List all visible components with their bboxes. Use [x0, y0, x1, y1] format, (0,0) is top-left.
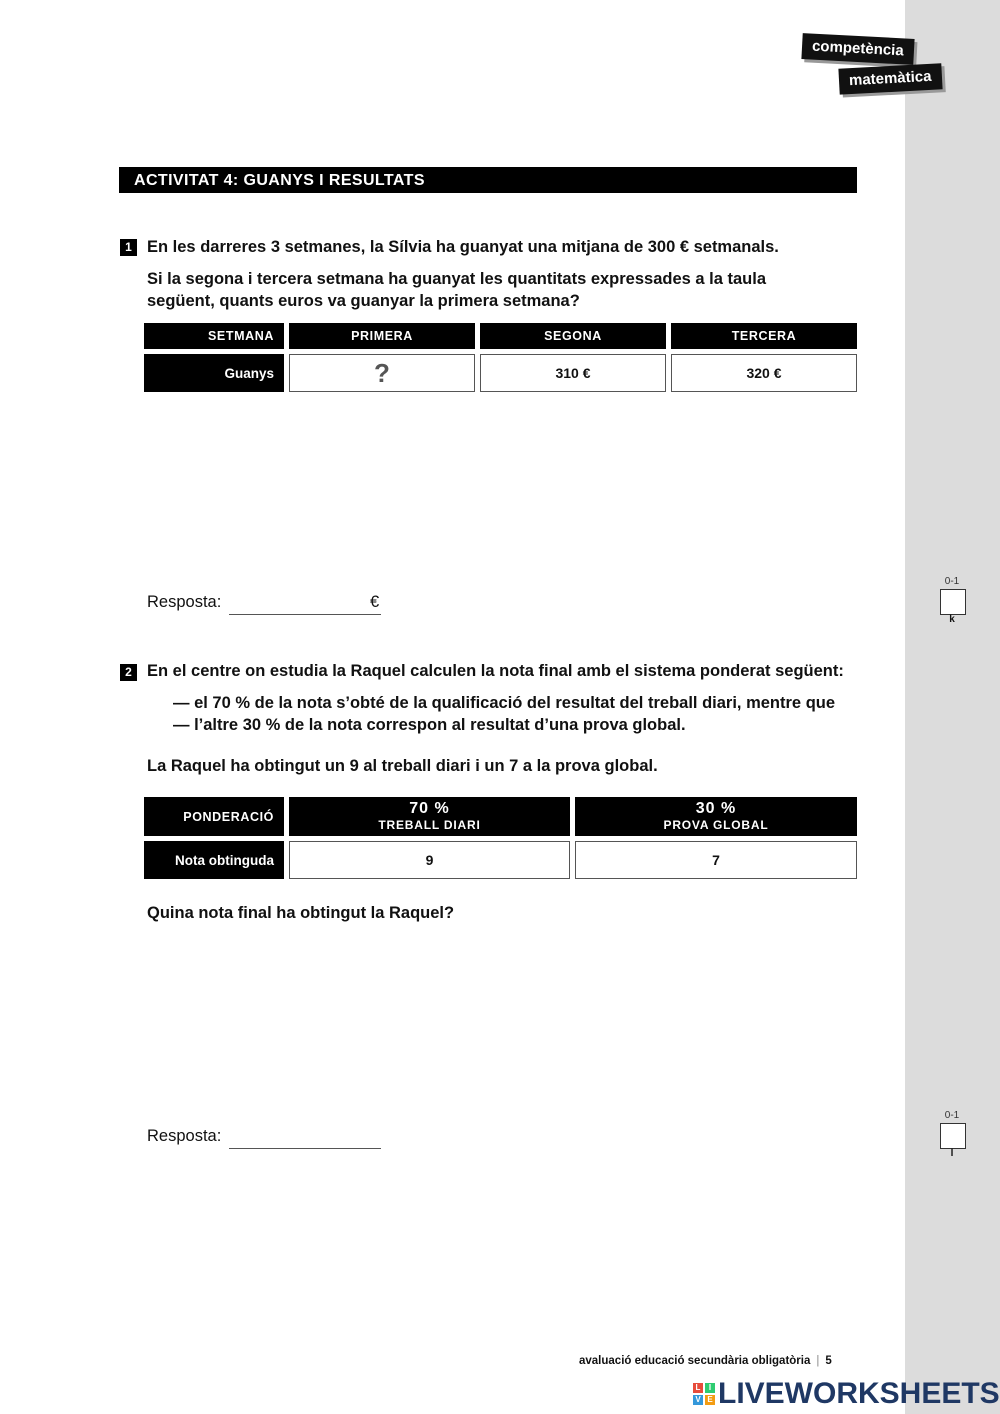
- q2-statement: En el centre on estudia la Raquel calculen la nota final amb el sistema ponderat següent:: [147, 662, 844, 680]
- table2-daily-work-percent: 70 %: [409, 799, 450, 817]
- competence-badge-top: competència: [801, 33, 914, 65]
- q1-score-box[interactable]: [940, 589, 966, 615]
- table2-cell-global-test: 7: [575, 841, 857, 879]
- q2-score-letter: l: [950, 1148, 954, 1159]
- table1-cell-first-unknown: ?: [289, 354, 475, 392]
- footer-separator: |: [816, 1355, 820, 1367]
- competence-badge-bottom: matemàtica: [838, 63, 942, 94]
- question-number-2: 2: [120, 664, 137, 681]
- table2-cell-daily-work: 9: [289, 841, 570, 879]
- table2-row-label: Nota obtinguda: [144, 841, 284, 879]
- table2-header-global-test: [575, 797, 857, 836]
- table1-cell-third: 320 €: [671, 354, 857, 392]
- table1-header-first: PRIMERA: [289, 323, 475, 349]
- table1-row-label: Guanys: [144, 354, 284, 392]
- q2-score-range: 0-1: [944, 1110, 960, 1121]
- table2-header-label: PONDERACIÓ: [144, 797, 284, 836]
- q1-score-letter: k: [949, 614, 955, 625]
- q2-bullet-2: — l’altre 30 % de la nota correspon al resultat d’una prova global.: [173, 716, 686, 734]
- q1-score-range: 0-1: [944, 576, 960, 587]
- q2-answer-input[interactable]: [229, 1126, 381, 1149]
- logo-square-v: V: [693, 1395, 703, 1405]
- activity-title: ACTIVITAT 4: GUANYS I RESULTATS: [119, 167, 857, 193]
- q2-answer-label: Resposta:: [147, 1127, 222, 1145]
- page-footer: [579, 1355, 832, 1367]
- logo-square-i: I: [705, 1383, 715, 1393]
- right-margin-strip: [905, 0, 1000, 1414]
- footer-text: avaluació educació secundària obligatòria: [579, 1355, 811, 1367]
- q1-answer-label: Resposta:: [147, 593, 222, 611]
- q1-statement: En les darreres 3 setmanes, la Sílvia ha guanyat una mitjana de 300 € setmanals.: [147, 238, 779, 256]
- question-number-1: 1: [120, 239, 137, 256]
- table1-header-second: SEGONA: [480, 323, 666, 349]
- liveworksheets-wordmark: LIVEWORKSHEETS: [718, 1377, 1000, 1410]
- table1-header-week: SETMANA: [144, 323, 284, 349]
- table2-global-test-percent: 30 %: [695, 799, 737, 817]
- table1-header-third: TERCERA: [671, 323, 857, 349]
- liveworksheets-logo: [693, 1377, 1000, 1411]
- q1-answer-input[interactable]: [229, 592, 381, 615]
- logo-square-e: E: [705, 1395, 715, 1405]
- table1-cell-second: 310 €: [480, 354, 666, 392]
- q2-score-box[interactable]: [940, 1123, 966, 1149]
- table2-daily-work-name: TREBALL DIARI: [378, 817, 481, 832]
- q1-answer-unit: €: [370, 593, 380, 611]
- liveworksheets-logo-icon: [693, 1383, 715, 1405]
- logo-square-l: L: [693, 1383, 703, 1393]
- q1-question-line2: següent, quants euros va guanyar la primera setmana?: [147, 292, 580, 310]
- q2-data-statement: La Raquel ha obtingut un 9 al treball diari i un 7 a la prova global.: [147, 757, 658, 775]
- table2-header-daily-work: [289, 797, 570, 836]
- page-number: 5: [825, 1355, 832, 1367]
- table2-global-test-name: PROVA GLOBAL: [663, 817, 769, 832]
- q2-question: Quina nota final ha obtingut la Raquel?: [147, 904, 455, 922]
- q2-bullet-1: — el 70 % de la nota s’obté de la qualificació del resultat del treball diari, mentre que: [173, 694, 836, 712]
- q1-question-line1: Si la segona i tercera setmana ha guanyat les quantitats expressades a la taula: [147, 270, 767, 288]
